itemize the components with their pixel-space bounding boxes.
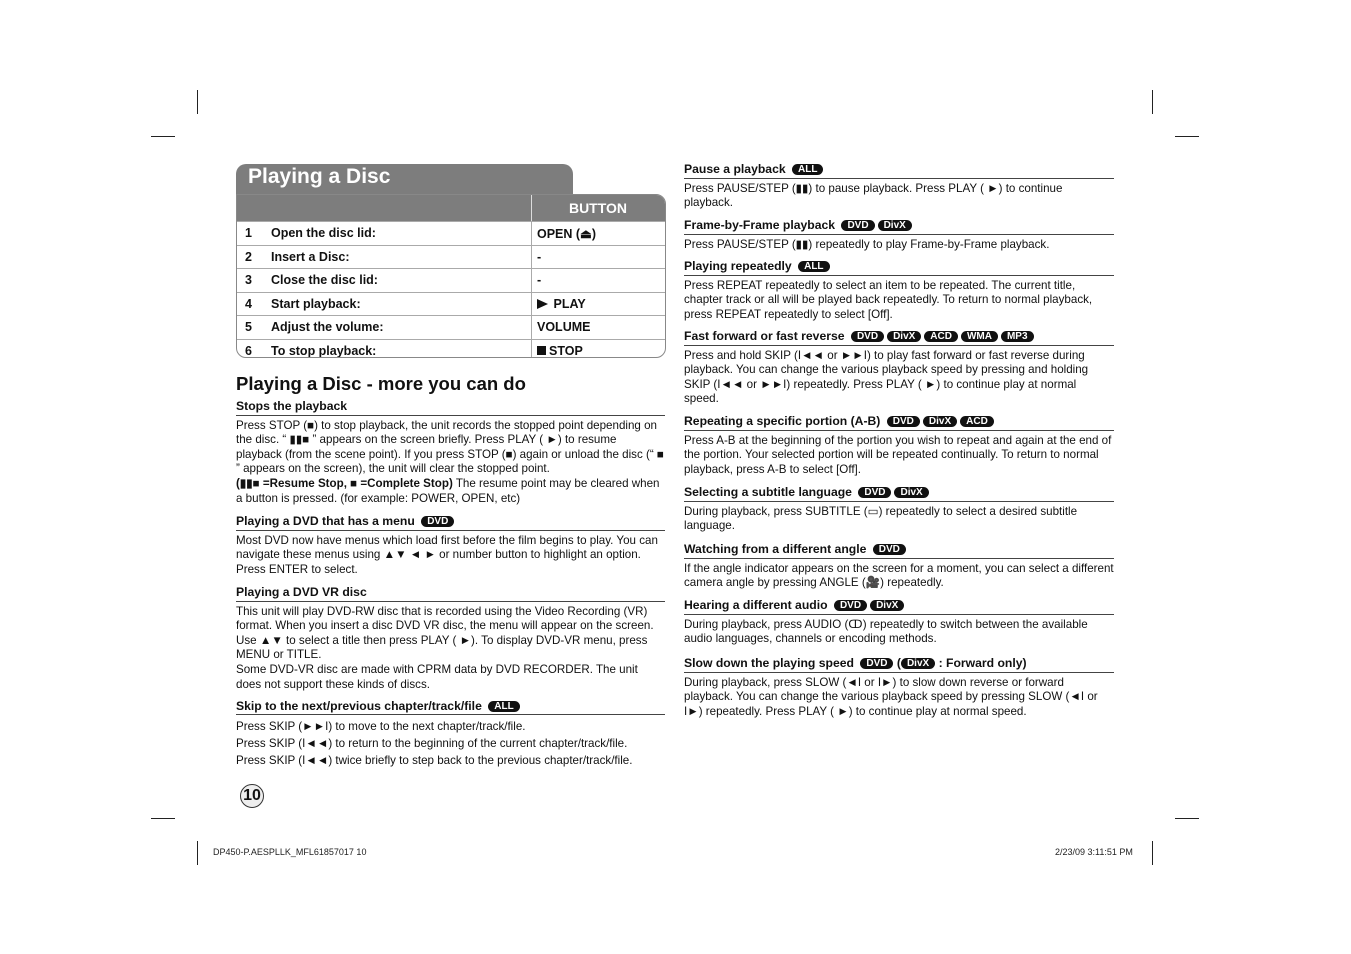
table-row: 1 Open the disc lid: OPEN (⏏) <box>237 221 665 245</box>
table-row: 6 To stop playback: STOP <box>237 339 665 359</box>
button-column-header: BUTTON <box>568 200 628 216</box>
audio-section: Hearing a different audio DVD DivX During playback, press AUDIO (ↀ) repeatedly to switch between the available audio languages, channels or encoding methods. <box>684 598 1114 647</box>
section-subtitle: Playing a Disc - more you can do <box>236 373 526 394</box>
crop-mark <box>1152 90 1153 114</box>
table-row: 2 Insert a Disc: - <box>237 245 665 269</box>
ab-section: Repeating a specific portion (A-B) DVD DivX ACD Press A-B at the beginning of the portion you wish to repeat and again at the end of the portion. Your selected portion will be repeated continually. To return to normal playback, press A-B to select [Off]. <box>684 414 1114 477</box>
page-title: Playing a Disc <box>248 165 391 188</box>
table-header <box>237 195 665 221</box>
title-tab <box>236 164 573 198</box>
play-icon <box>537 299 548 309</box>
table-row: 4 Start playback: PLAY <box>237 292 665 316</box>
crop-mark <box>197 90 198 114</box>
dvd-badge: DVD <box>421 516 454 527</box>
stop-icon <box>537 346 546 355</box>
fastforward-section: Fast forward or fast reverse DVD DivX ACD WMA MP3 Press and hold SKIP (I◄◄ or ►►I) to play fast forward or fast reverse during playback. You can change the various playback speed by pressing and holding SKIP (I◄◄ or ►►I) repeatedly. Press PLAY ( ►) to continue play at normal speed. <box>684 329 1114 407</box>
page-number: 10 <box>240 784 264 808</box>
stops-section: Stops the playback Press STOP (■) to stop playback, the unit records the stopped point depending on the disc. “ ▮▮■ ” appears on the screen briefly. Press PLAY ( ►) to resume playback (from the scene point). If you press STOP (■) again or unload the disc (“ ■ ” appears on the screen), the unit will clear the stopped point. (▮▮■ =Resume Stop, ■ =Complete Stop) The resume point may be cleared when a button is pressed. (for example: POWER, OPEN, etc) <box>236 399 664 505</box>
pause-section: Pause a playback ALL Press PAUSE/STEP (▮▮) to pause playback. Press PLAY ( ►) to continue playback. <box>684 162 1114 211</box>
crop-mark <box>197 841 198 865</box>
crop-mark <box>151 818 175 819</box>
repeat-section: Playing repeatedly ALL Press REPEAT repeatedly to select an item to be repeated. The current title, chapter track or all will be played back repeatedly. To return to normal playback, press REPEAT repeatedly to select [Off]. <box>684 259 1114 322</box>
subtitle-section: Selecting a subtitle language DVD DivX During playback, press SUBTITLE (▭) repeatedly to select a desired subtitle language. <box>684 485 1114 534</box>
crop-mark <box>151 136 175 137</box>
menu-section: Playing a DVD that has a menu DVD Most DVD now have menus which load first before the film begins to play. You can navigate these menus using ▲▼ ◄ ► or number button to highlight an option. Press ENTER to select. <box>236 514 665 577</box>
crop-mark <box>1152 841 1153 865</box>
crop-mark <box>1175 818 1199 819</box>
slow-section: Slow down the playing speed DVD ( DivX : Forward only) During playback, press SLOW (◄I or I►) to slow down reverse or forward playback. You can change the various playback speed by pressing SLOW (◄I or I►) repeatedly. Press PLAY ( ►) to continue play at normal speed. <box>684 656 1114 719</box>
footer-right: 2/23/09 3:11:51 PM <box>1055 847 1133 857</box>
table-row: 3 Close the disc lid: - <box>237 268 665 292</box>
skip-section: Skip to the next/previous chapter/track/file ALL Press SKIP (►►I) to move to the next chapter/track/file. Press SKIP (I◄◄) to return to the beginning of the current chapter/track/file. Press SKIP (I◄◄) twice briefly to step back to the previous chapter/track/file. <box>236 699 665 769</box>
vr-section: Playing a DVD VR disc This unit will play DVD-RW disc that is recorded using the Video Recording (VR) format. When you insert a disc DVD VR disc, the menu will appear on the screen. Use ▲▼ to select a title then press PLAY ( ►). To display DVD-VR menu, press MENU or TITLE. Some DVD-VR disc are made with CPRM data by DVD RECORDER. The unit does not support these kinds of discs. <box>236 585 665 692</box>
table-row: 5 Adjust the volume: VOLUME <box>237 315 665 339</box>
crop-mark <box>1175 136 1199 137</box>
all-badge: ALL <box>488 701 519 712</box>
steps-table <box>236 194 666 358</box>
frame-section: Frame-by-Frame playback DVD DivX Press PAUSE/STEP (▮▮) repeatedly to play Frame-by-Frame playback. <box>684 218 1114 252</box>
footer-left: DP450-P.AESPLLK_MFL61857017 10 <box>213 847 367 857</box>
angle-section: Watching from a different angle DVD If the angle indicator appears on the screen for a moment, you can select a different camera angle by pressing ANGLE (🎥) repeatedly. <box>684 542 1114 590</box>
